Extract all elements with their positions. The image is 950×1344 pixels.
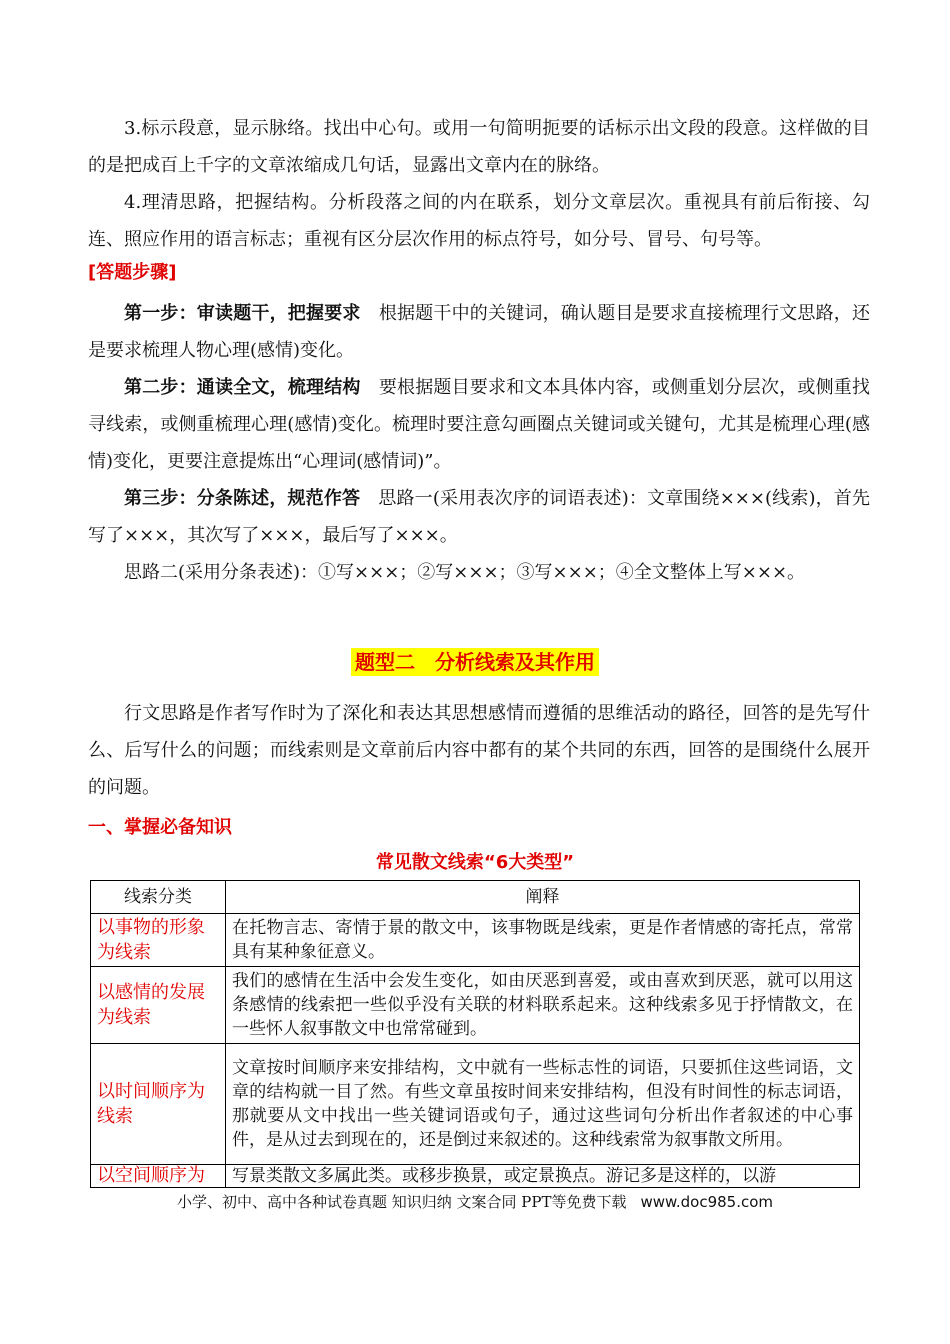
table-row <box>91 967 860 1044</box>
table-cell-explanation: 写景类散文多属此类。或移步换景，或定景换点。游记多是这样的，以游 <box>226 1165 860 1188</box>
step-3-text: 思路一(采用表次序的词语表述)：文章围绕×××(线索)，首先写了×××，其次写了×××，最后写了×××。 <box>88 488 871 546</box>
footer-url: www.doc985.com <box>640 1193 774 1211</box>
step-1 <box>88 295 870 369</box>
step-3-approach-2: 思路二(采用分条表述)：①写×××；②写×××；③写×××；④全文整体上写×××。 <box>124 562 806 583</box>
table-cell-category: 以事物的形象为线索 <box>91 914 226 967</box>
section-title-text: 题型二 分析线索及其作用 <box>351 648 599 676</box>
table-cell-explanation: 在托物言志、寄情于景的散文中，该事物既是线索，更是作者情感的寄托点，常常具有某种象征意义。 <box>226 914 860 967</box>
clue-types-table <box>90 880 860 1188</box>
intro-paragraph: 行文思路是作者写作时为了深化和表达其思想感情而遵循的思维活动的路径，回答的是先写什么、后写什么的问题；而线索则是文章前后内容中都有的某个共同的东西，回答的是围绕什么展开的问题。 <box>88 703 870 798</box>
sub-heading: 一、掌握必备知识 <box>88 817 232 838</box>
paragraph-4: 4.理清思路，把握结构。分析段落之间的内在联系，划分文章层次。重视具有前后衔接、勾连、照应作用的语言标志；重视有区分层次作用的标点符号，如分号、冒号、句号等。 <box>88 192 870 250</box>
step-2-label: 第二步：通读全文，梳理结构 <box>124 377 361 398</box>
footer-text: 小学、初中、高中各种试卷真题 知识归纳 文案合同 PPT等免费下载 <box>176 1193 627 1211</box>
table-header-row <box>91 881 860 914</box>
table-title: 常见散文线索“6大类型” <box>375 852 575 873</box>
table-cell-explanation: 我们的感情在生活中会发生变化，如由厌恶到喜爱，或由喜欢到厌恶，就可以用这条感情的线索把一些似乎没有关联的材料联系起来。这种线索多见于抒情散文，在一些怀人叙事散文中也常常碰到。 <box>226 967 860 1044</box>
table-cell-category: 以感情的发展为线索 <box>91 967 226 1044</box>
table-row <box>91 914 860 967</box>
table-row <box>91 1165 860 1188</box>
step-2-text: 要根据题目要求和文本具体内容，或侧重划分层次，或侧重找寻线索，或侧重梳理心理(感情)变化。梳理时要注意勾画圈点关键词或关键句，尤其是梳理心理(感情)变化，更要注意提炼出“心理词(感情词)”。 <box>88 377 871 472</box>
step-3-label: 第三步：分条陈述，规范作答 <box>124 488 361 509</box>
step-2 <box>88 369 870 480</box>
steps-heading: [答题步骤] <box>88 262 177 283</box>
table-cell-category: 以时间顺序为线索 <box>91 1044 226 1165</box>
step-1-label: 第一步：审读题干，把握要求 <box>124 303 361 324</box>
table-cell-explanation: 文章按时间顺序来安排结构，文中就有一些标志性的词语，只要抓住这些词语，文章的结构就一目了然。有些文章虽按时间来安排结构，但没有时间性的标志词语，那就要从文中找出一些关键词语或句子，通过这些词句分析出作者叙述的中心事件，是从过去到现在的，还是倒过来叙述的。这种线索常为叙事散文所用。 <box>226 1044 860 1165</box>
table-row <box>91 1044 860 1165</box>
paragraph-3: 3.标示段意，显示脉络。找出中心句。或用一句简明扼要的话标示出文段的段意。这样做的目的是把成百上千字的文章浓缩成几句话，显露出文章内在的脉络。 <box>88 118 870 176</box>
page-footer <box>0 1191 950 1212</box>
table-cell-category: 以空间顺序为 <box>91 1165 226 1188</box>
step-3 <box>88 480 870 554</box>
section-title <box>0 646 950 675</box>
table-header-explanation: 阐释 <box>226 881 860 914</box>
table-header-category: 线索分类 <box>91 881 226 914</box>
step-1-text: 根据题干中的关键词，确认题目是要求直接梳理行文思路，还是要求梳理人物心理(感情)变化。 <box>88 303 871 361</box>
